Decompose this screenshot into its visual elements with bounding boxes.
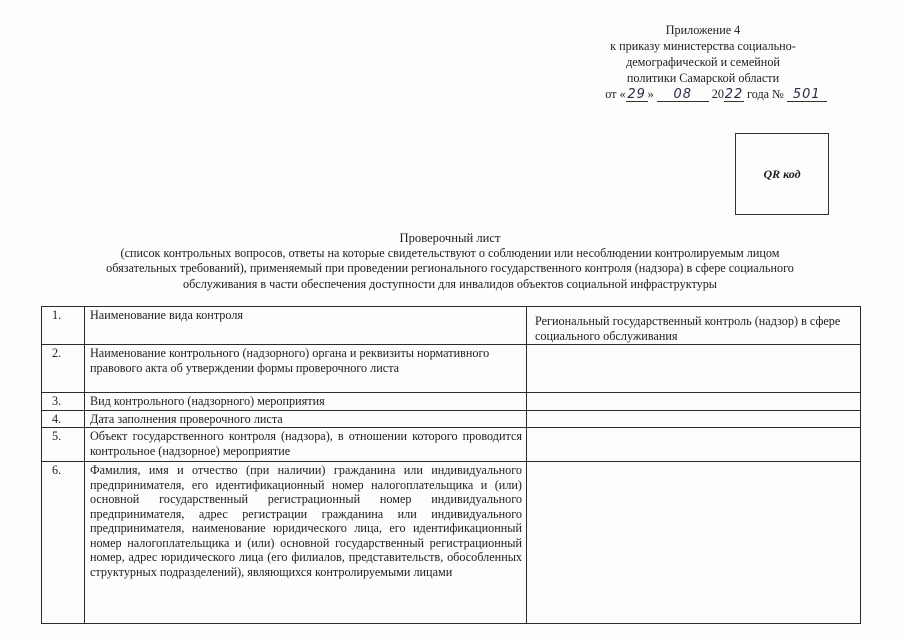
row-question: Объект государственного контроля (надзора), в отношении которого проводится контрольное (надзорное) мероприятие bbox=[85, 428, 527, 462]
annex-order-ref-3: политики Самарской области bbox=[626, 71, 780, 85]
row-question: Наименование вида контроля bbox=[85, 307, 527, 345]
row-answer[interactable] bbox=[527, 428, 861, 462]
year-label: года № bbox=[743, 87, 787, 101]
checklist-subtitle-3: обслуживания в части обеспечения доступности для инвалидов объектов социальной инфраструктуры bbox=[183, 276, 717, 291]
handwritten-order-number: 501 bbox=[787, 88, 827, 102]
handwritten-month: 08 bbox=[657, 88, 709, 102]
row-question: Вид контрольного (надзорного) мероприятия bbox=[85, 393, 527, 411]
annex-order-ref-2: демографической и семейной bbox=[626, 55, 780, 69]
row-question: Наименование контрольного (надзорного) органа и реквизиты нормативного правового акта об утверждении формы проверочного листа bbox=[85, 345, 527, 393]
row-answer[interactable] bbox=[527, 462, 861, 624]
row-number: 5. bbox=[42, 428, 85, 462]
handwritten-year: 22 bbox=[724, 87, 744, 102]
checklist-subtitle-2: обязательных требований), применяемый при проведении регионального государственного контроля (надзора) в сфере социального bbox=[106, 261, 794, 276]
qr-code-label: QR код bbox=[763, 166, 801, 181]
date-prefix: от « bbox=[605, 87, 626, 101]
checklist-title: Проверочный лист bbox=[399, 231, 501, 245]
table-row bbox=[42, 428, 861, 462]
row-number: 1. bbox=[42, 307, 85, 345]
row-number: 2. bbox=[42, 345, 85, 393]
row-answer[interactable] bbox=[527, 345, 861, 393]
table-row bbox=[42, 345, 861, 393]
annex-order-ref-1: к приказу министерства социально- bbox=[610, 39, 796, 53]
table-row bbox=[42, 462, 861, 624]
checklist-heading bbox=[40, 231, 860, 292]
checklist-subtitle-1: (список контрольных вопросов, ответы на которые свидетельствуют о соблюдении или несоблюдении контролируемым лицом bbox=[120, 246, 780, 261]
table-row bbox=[42, 307, 861, 345]
row-answer[interactable] bbox=[527, 410, 861, 428]
row-answer[interactable] bbox=[527, 393, 861, 411]
row-question: Фамилия, имя и отчество (при наличии) гражданина или индивидуального предпринимателя, его идентификационный номер налогоплательщика и (или) основной государственный регистрационный номер индивидуального предпринимателя, адрес регистрации гражданина или индивидуального предпринимателя, наименование юридического лица, его идентификационный номер налогоплательщика и (или) основной государственный регистрационный номер, адрес юридического лица (его филиалов, представительств, обособленных структурных подразделений), являющихся контролируемыми лицами bbox=[85, 462, 527, 624]
handwritten-day: 29 bbox=[627, 87, 646, 102]
checklist-table bbox=[41, 306, 861, 624]
row-number: 4. bbox=[42, 410, 85, 428]
row-answer[interactable]: Региональный государственный контроль (надзор) в сфере социального обслуживания bbox=[527, 307, 861, 345]
qr-code-box bbox=[735, 133, 829, 215]
table-row bbox=[42, 410, 861, 428]
row-number: 6. bbox=[42, 462, 85, 624]
annex-title: Приложение 4 bbox=[665, 23, 741, 37]
order-date-line: от « 29 » 08 2022 года № 501 bbox=[586, 86, 846, 102]
table-row bbox=[42, 393, 861, 411]
row-question: Дата заполнения проверочного листа bbox=[85, 410, 527, 428]
row-number: 3. bbox=[42, 393, 85, 411]
annex-header bbox=[560, 22, 846, 102]
year-prefix: 20 bbox=[711, 87, 724, 101]
